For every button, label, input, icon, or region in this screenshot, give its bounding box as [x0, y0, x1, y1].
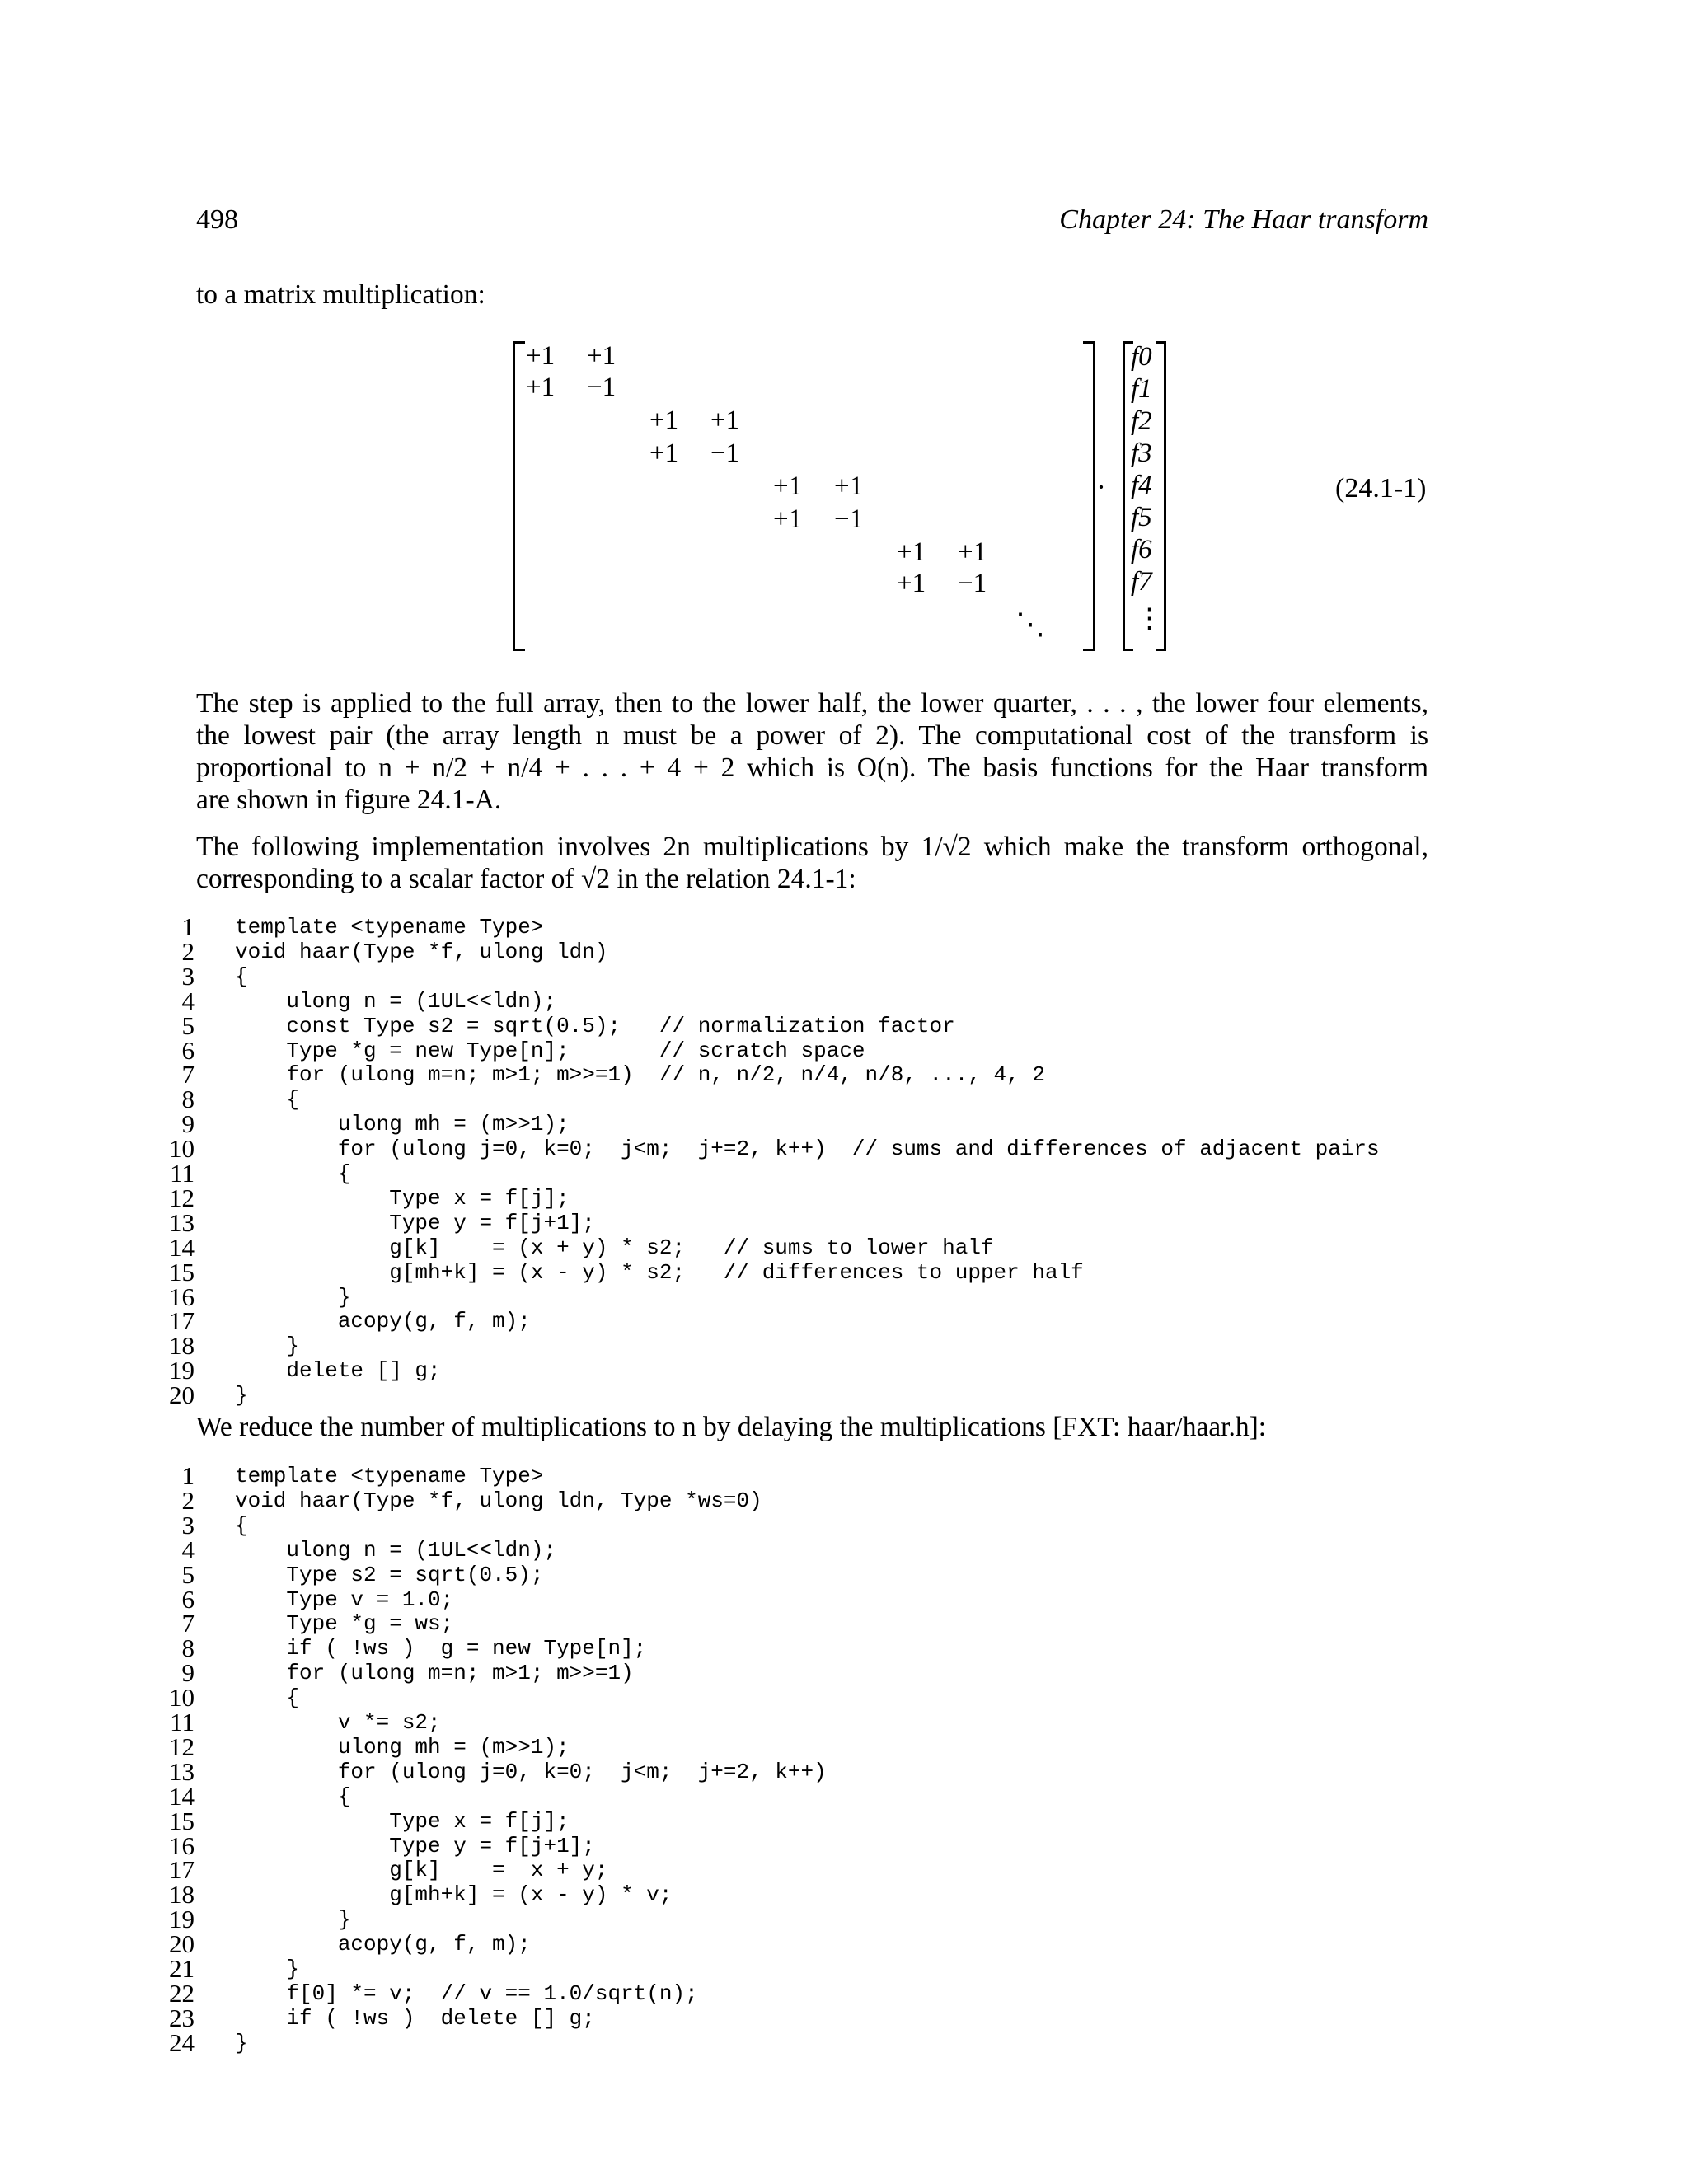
vector-entry: f4	[1131, 471, 1152, 500]
code-text: Type y = f[j+1];	[235, 1210, 595, 1235]
line-number: 1	[181, 1461, 195, 1490]
paragraph-line: are shown in figure 24.1-A.	[196, 785, 502, 815]
paragraph-3	[196, 1411, 1428, 1443]
code-text: void haar(Type *f, ulong ldn)	[235, 939, 608, 964]
line-number: 17	[169, 1306, 195, 1336]
line-number: 15	[169, 1257, 195, 1286]
paragraph-2	[196, 831, 1428, 895]
code-text: Type x = f[j];	[235, 1808, 570, 1834]
vector-entry: f2	[1131, 406, 1152, 436]
code-text: ulong mh = (m>>1);	[235, 1112, 570, 1137]
code-text: template <typename Type>	[235, 1464, 544, 1488]
code-text: }	[235, 1383, 248, 1408]
matrix-entry: +1	[897, 569, 926, 598]
equation-number: (24.1-1)	[1335, 473, 1427, 504]
multiply-dot: ·	[1096, 471, 1106, 504]
code-text: delete [] g;	[235, 1358, 441, 1384]
vector-vdots: ⋮	[1136, 604, 1163, 634]
code-text: g[k] = (x + y) * s2; // sums to lower half	[235, 1235, 994, 1260]
code-text: {	[235, 963, 248, 989]
paragraph-line: The step is applied to the full array, then to the lower half, the lower quarter, . . . , the lower four elements,	[196, 688, 1428, 719]
code-text: ulong mh = (m>>1);	[235, 1734, 570, 1760]
line-number: 16	[169, 1282, 195, 1311]
line-number: 6	[181, 1035, 195, 1065]
code-text: for (ulong m=n; m>1; m>>=1)	[235, 1661, 634, 1686]
code-text: if ( !ws ) g = new Type[n];	[235, 1636, 647, 1661]
code-text: Type v = 1.0;	[235, 1586, 454, 1612]
line-number: 3	[181, 961, 195, 991]
line-number: 11	[170, 1159, 195, 1188]
code-text: {	[235, 1783, 351, 1809]
vector-entry: f5	[1131, 503, 1152, 532]
matrix-entry: +1	[649, 405, 679, 435]
paragraph-line: The following implementation involves 2n multiplications by 1/√2 which make the transform orthogonal,	[196, 832, 1428, 862]
line-number: 12	[169, 1732, 195, 1761]
code-text: for (ulong j=0, k=0; j<m; j+=2, k++) // sums and differences of adjacent pairs	[235, 1137, 1380, 1162]
line-number: 9	[181, 1109, 195, 1139]
code-text: Type s2 = sqrt(0.5);	[235, 1562, 544, 1587]
code-listing-2	[0, 1461, 1688, 2065]
line-number: 22	[169, 1978, 195, 2008]
line-number: 4	[181, 1535, 195, 1564]
line-number: 20	[169, 1929, 195, 1959]
line-number: 7	[181, 1609, 195, 1638]
matrix-equation	[0, 0, 1688, 659]
line-number: 2	[181, 936, 195, 966]
code-text: g[mh+k] = (x - y) * v;	[235, 1882, 673, 1908]
line-number: 3	[181, 1510, 195, 1540]
matrix-ddots: ⋱	[1015, 607, 1045, 640]
line-number: 5	[181, 1559, 195, 1589]
line-number: 7	[181, 1060, 195, 1090]
code-text: for (ulong m=n; m>1; m>>=1) // n, n/2, n/4, n/8, ..., 4, 2	[235, 1062, 1045, 1088]
code-text: {	[235, 1161, 351, 1186]
line-number: 10	[169, 1683, 195, 1713]
line-number: 14	[169, 1232, 195, 1262]
paragraph-line: We reduce the number of multiplications to n by delaying the multiplications [FXT: haar/haar.h]:	[196, 1412, 1267, 1442]
code-text: const Type s2 = sqrt(0.5); // normalization factor	[235, 1013, 955, 1038]
vector-entry: f0	[1131, 342, 1152, 372]
intro-line: to a matrix multiplication:	[196, 279, 485, 310]
code-text: }	[235, 1284, 351, 1310]
code-text: {	[235, 1087, 300, 1113]
line-number: 1	[181, 912, 195, 941]
paragraph-line: the lowest pair (the array length n must be a power of 2). The computational cost of the transform is	[196, 720, 1428, 751]
code-text: if ( !ws ) delete [] g;	[235, 2005, 595, 2031]
line-number: 8	[181, 1085, 195, 1114]
matrix-entry: +1	[649, 438, 679, 468]
code-listing-1	[0, 912, 1688, 1418]
line-number: 4	[181, 986, 195, 1015]
line-number: 13	[169, 1207, 195, 1237]
vector-entry: f6	[1131, 535, 1152, 565]
line-number: 19	[169, 1356, 195, 1385]
line-number: 8	[181, 1633, 195, 1663]
line-number: 12	[169, 1183, 195, 1212]
matrix-entry: −1	[958, 569, 987, 598]
line-number: 17	[169, 1855, 195, 1885]
running-head: Chapter 24: The Haar transform	[1059, 204, 1428, 235]
code-text: }	[235, 2030, 248, 2055]
matrix-entry: −1	[587, 373, 617, 402]
matrix-left-bracket	[513, 341, 525, 651]
line-number: 20	[169, 1380, 195, 1410]
code-text: template <typename Type>	[235, 915, 544, 940]
line-number: 2	[181, 1485, 195, 1515]
vector-entry: f1	[1131, 374, 1152, 404]
line-number: 14	[169, 1781, 195, 1811]
vector-entry: f7	[1131, 567, 1152, 597]
matrix-entry: +1	[958, 537, 987, 567]
matrix-right-bracket	[1083, 341, 1095, 651]
code-text: acopy(g, f, m);	[235, 1309, 531, 1334]
vector-column	[1131, 341, 1163, 640]
vector-entry: f3	[1131, 438, 1152, 468]
code-text: v *= s2;	[235, 1710, 441, 1735]
code-text: void haar(Type *f, ulong ldn, Type *ws=0)	[235, 1488, 762, 1513]
line-number: 15	[169, 1806, 195, 1835]
matrix-entry: −1	[710, 438, 740, 468]
line-number: 24	[169, 2027, 195, 2057]
matrix-entry: +1	[710, 405, 740, 435]
code-text: Type y = f[j+1];	[235, 1833, 595, 1858]
line-number: 13	[169, 1756, 195, 1786]
line-number: 21	[169, 1954, 195, 1983]
code-text: ulong n = (1UL<<ldn);	[235, 1537, 557, 1563]
matrix-entry: +1	[834, 471, 864, 501]
line-number: 18	[169, 1331, 195, 1361]
matrix-entry: +1	[587, 341, 617, 371]
code-text: ulong n = (1UL<<ldn);	[235, 988, 557, 1014]
page-number: 498	[196, 204, 238, 235]
line-number: 9	[181, 1658, 195, 1688]
matrix-entry: +1	[773, 471, 803, 501]
paragraph-line: proportional to n + n/2 + n/4 + . . . + 4 + 2 which is O(n). The basis functions for the Haar transform	[196, 752, 1428, 783]
code-text: {	[235, 1512, 248, 1538]
code-text: }	[235, 1957, 300, 1981]
matrix-entry: +1	[897, 537, 926, 567]
code-text: for (ulong j=0, k=0; j<m; j+=2, k++)	[235, 1759, 827, 1784]
line-number: 11	[170, 1708, 195, 1736]
paragraph-line: corresponding to a scalar factor of √2 in the relation 24.1-1:	[196, 864, 856, 894]
matrix-entry: −1	[834, 504, 864, 534]
paragraph-1	[196, 687, 1428, 816]
line-number: 16	[169, 1830, 195, 1860]
matrix-entry: +1	[526, 341, 556, 371]
line-number: 23	[169, 2003, 195, 2032]
matrix-entry: +1	[526, 373, 556, 402]
line-number: 18	[169, 1880, 195, 1910]
code-text: acopy(g, f, m);	[235, 1932, 531, 1957]
code-text: Type *g = new Type[n]; // scratch space	[235, 1038, 865, 1063]
code-text: Type x = f[j];	[235, 1185, 570, 1211]
line-number: 10	[169, 1134, 195, 1164]
matrix-entry: +1	[773, 504, 803, 534]
code-text: Type *g = ws;	[235, 1611, 454, 1637]
line-number: 5	[181, 1010, 195, 1040]
code-text: {	[235, 1685, 300, 1711]
line-number: 6	[181, 1584, 195, 1614]
code-text: g[k] = x + y;	[235, 1858, 608, 1883]
code-text: g[mh+k] = (x - y) * s2; // differences to upper half	[235, 1259, 1084, 1285]
code-text: }	[235, 1907, 351, 1933]
code-text: }	[235, 1333, 300, 1359]
code-text: f[0] *= v; // v == 1.0/sqrt(n);	[235, 1980, 698, 2006]
line-number: 19	[169, 1905, 195, 1934]
